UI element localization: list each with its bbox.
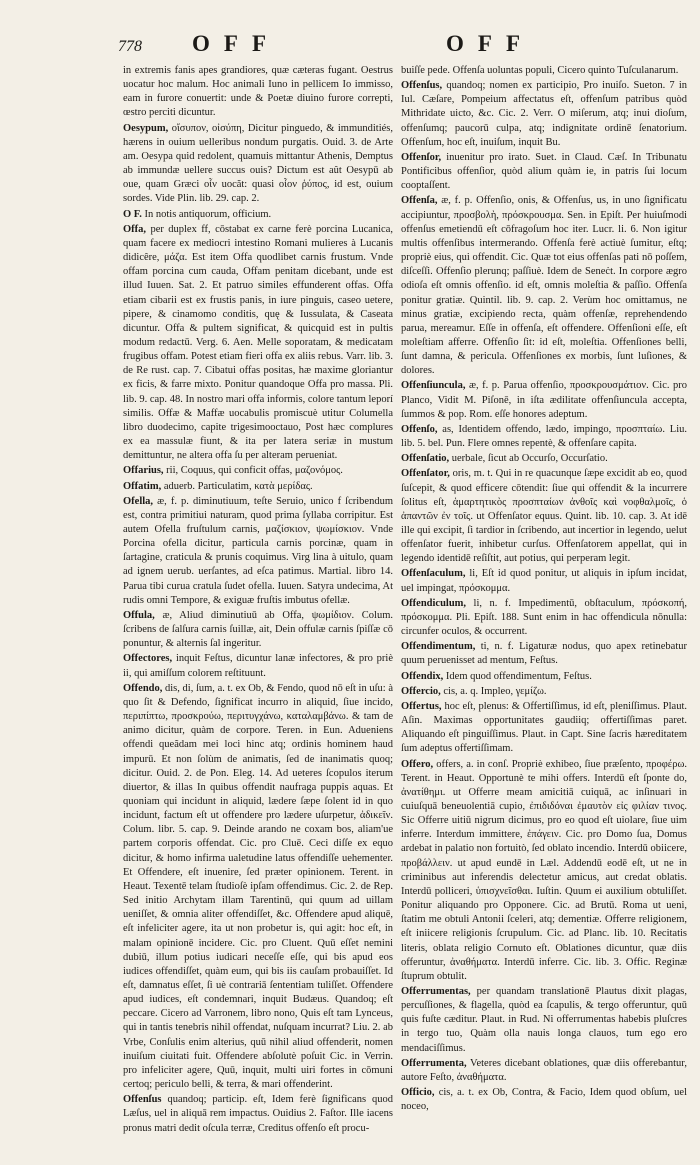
entry-text: inquit Feſtus, dicuntur lanæ infectores, & pro priè ii, qui amiſſum colorem reſtituunt. (123, 653, 393, 679)
entry-text: æ, f. p. Parua offenſio, προσκρουσμάτιον. Cic. pro Planco, Vidit M. Piſonē, in iſta ædilitate offenſiuncula accepta, ſummos & pop. Rom. eſſe honores adeptum. (401, 380, 688, 420)
entry-headword: Offatim, (123, 480, 162, 492)
right-column (401, 64, 688, 1113)
dictionary-entry (123, 682, 393, 1093)
entry-headword: Offendix, (401, 670, 444, 682)
entry-headword: Offarius, (123, 465, 164, 477)
entry-text: ti, n. f. Ligaturæ nodus, quo apex retinebatur quum peruenisset ad mentum, Feſtus. (401, 641, 687, 667)
entry-text: per quandam translationē Plautus dixit plagas, percuſſiones, & flagella, quòd ea ſcapulis, & tergo offeruntur, quū quis fuſte cæditur. Plaut. in Rud. Ni offerrumentas habebis pluſcres in tergo tuo, Quàm olla nauis longa clauos, tum ego ero mendaciſſimus. (401, 986, 687, 1054)
entry-text: aduerb. Particulatim, κατὰ μερίδας. (163, 480, 313, 492)
dictionary-entry (401, 379, 687, 421)
dictionary-entry (401, 151, 687, 193)
dictionary-entry (401, 1057, 687, 1085)
dictionary-entry (401, 640, 687, 668)
entry-text: rii, Coquus, qui conficit offas, μαζονόμος. (166, 465, 343, 477)
entry-headword: Offectores, (123, 653, 173, 665)
entry-headword: Offenſor, (401, 151, 442, 163)
entry-text: uerbale, ſicut ab Occurſo, Occurſatio. (451, 453, 608, 465)
dictionary-entry (123, 223, 393, 464)
dictionary-entry (401, 423, 687, 451)
entry-text: li, Eſt id quod ponitur, ut aliquis in ipſum incidat, uel impingat, πρόσκομμα. (401, 568, 688, 594)
running-headword-left: OFF (192, 31, 280, 56)
entry-headword: Officio, (401, 1087, 435, 1099)
entry-text: buiſſe pede. Offenſa uoluntas populi, Cicero quinto Tuſculanarum. (401, 65, 679, 76)
entry-headword: Offerrumenta, (401, 1057, 467, 1069)
dictionary-entry (123, 122, 393, 207)
entry-text: in extremis fanis apes grandiores, quæ cæteras fugant. Oestrus uocatur hoc malum. Hoc animali Iuno in pellicem Io immisso, eam in furore conuertit: unde & Poetæ diuino furore correpti, œstro perciti dicuntur. (123, 65, 393, 119)
entry-headword: Offenſo, (401, 423, 438, 435)
dictionary-entry (401, 597, 687, 639)
dictionary-entry (123, 609, 393, 651)
entry-headword: Offenſiuncula, (401, 380, 466, 392)
entry-headword: Offa, (123, 223, 147, 235)
dictionary-entry (123, 652, 393, 680)
entry-text: li, n. f. Impedimentū, obſtaculum, πρόσκοπή, πρόσκομμα. Pli. Epiſt. 188. Sunt enim in hac offendicula nōnulla: circunfer oculos, & occurrent. (401, 597, 687, 638)
dictionary-entry (401, 700, 687, 757)
dictionary-entry (401, 985, 687, 1056)
dictionary-entry (401, 685, 687, 699)
entry-headword: Offero, (401, 758, 434, 770)
dictionary-entry (401, 64, 687, 78)
dictionary-entry (401, 452, 687, 466)
entry-text: æ, f. p. diminutiuum, teſte Seruio, unico f ſcribendum est, contra primitiui naturam, quod prima ſyllaba corripitur. Est autem Ofella fruſtulum carnis, μαζίσκιον, ψωμίσκιον. Vnde Porcina ofella dicitur, particula carnis porcinæ, quam in ſartagine, craticula & prunis coquimus. Virg lina à uitulo, quam ad ignem uerub. uerſantes, ad eſca patimus. Martial. libro 14. Parua tibi curua cratula ſudet ofella. Iuuen. Satyra undecima, At rudis omni Tempore, & exiguæ fruſtis imbutus ofellæ. (123, 495, 393, 606)
entry-headword: Offercio, (401, 685, 441, 697)
entry-headword: Offenſatio, (401, 453, 450, 465)
entry-headword: O F. (123, 208, 142, 220)
entry-headword: Oesypum, (123, 122, 169, 134)
dictionary-entry (123, 464, 393, 478)
entry-text: Veteres dicebant oblationes, quæ diis offerebantur, autore Feſto, ἀναθήματα. (401, 1057, 687, 1083)
entry-text: per duplex ff, cōstabat ex carne ferè porcina Lucanica, quam facere ex mediocri intestino Romani mulieres à Lucanis didicêre, μάζα. Est item Offa quodlibet carnis frustum. Vnde offam porcina cum cauda, Offam penitam dicebant, unde est illud Iuuen. Sat. 2. Et patruo similes effunderent offas. Offa etiam cibarii est ex frustis panis, in iure pinguis, caseo uetere, pipere, & cinamomo conditis, quę & Iussulata, & Caseata dicuntur. Offa & pultem significat, & quicquid est in pultis modum redactū. Verg. 6. Aen. Melle soporatam, & medicatam frugibus offam. Potest etiam fieri offa ex aliis rebus. Varr. lib. 3. de Re rust. cap. 7. Cibatui offas positas, hæ maxime gloriantur ex ficis, & farre mixto. Ponitur quandoque Offa pro massa. Pli. lib. 9. cap. 48. In nostro mari offa informis, colore tantum leporí similis. Offæ & Maffæ uocabulis promiscuè utitur Columella libro duodecimo, capite trigesimooctauo, Post hæc complures ex ea massulæ fiunt, & ita per latera seriæ in mustum demittuntur, ne altera offa ſu per alteram perueniat. (123, 223, 393, 462)
entry-headword: Offenſus, (401, 80, 443, 92)
entry-text: cis, a. t. ex Ob, Contra, & Facio, Idem quod obſum, uel noceo, (401, 1087, 688, 1113)
entry-text: æ, f. p. Offenſio, onis, & Offenſus, us, in uno ſignificatu accipiuntur, προσβολὴ, πρόσκρουσμα. Sen. in Epiſt. Per huiuſmodi offenſus emetiendū eſt cōfragoſum hoc iter. Lucr. li. 6. Non igitur multis offenſibus intermerando. Offenſa ferè actiuè ſumitur, eſtq; propriè eius, qui offendit. Cic. Quæ tot eius offenſas pati nō poſſem, diſceſſi. Offenſio plerunq; paſſiuè. Idem de Seneċt. In corpore ægro odioſa eſt omnis offenſio. id eſt, omnis moleſtia & paſſio. Offenſa ponitur gratiæ. Quintil. lib. 9. cap. 2. Verùm hoc omittamus, ne minus gratiæ, excipiendo recta, quàm offenſæ, reprehendendo parua, mereamur. Eſſe in offenſa, eſt offendere. Offenſioni eſſe, eſt moleſtiam afferre. Offenſio ſit: id eſt, moleſtia. Offenſiones belli, ſunt damna, & pericula. Offenſiones ex morbis, ſunt luſiones, & dolores. (401, 195, 687, 377)
entry-text: Idem quod offendimentum, Feſtus. (445, 670, 592, 682)
dictionary-entry (401, 758, 687, 985)
left-column (123, 64, 394, 1134)
dictionary-entry (401, 1086, 687, 1114)
entry-text: oris, m. t. Qui in re quacunque ſæpe excidit ab eo, quod ſuſcepit, & quod efficere cōtendit: ſiue qui offendit & la incurrere ſolitus eſt, ἁμαρτητικὸς προσπταίων ἀνθοῖς καὶ νοφθαλμοῖς, ὁ ἀπαντῶν ἐν τοῖς. ut Offenſator equus. Quint. lib. 10. cap. 3. At idē ille qui excipit, ſi tardior in ſcribendo, aut incertior in legendo, uelut offenſator fuerit, inhibetur curſus. Offenſatorem appellat, qui in legendo identidē reſiſtit, aut potius, qui perperam legit. (401, 468, 687, 565)
entry-headword: Ofella, (123, 495, 154, 507)
entry-text: οἴσυπον, οἰσύπη, Dicitur pinguedo, & immunditiés, hærens in ouium uelleribus nondum purgatis. Ouid. 3. de Arte am. Oesypa quid redolent, quamuis mittantur Athenis, Demptus ab immundæ uellere succus ouis? Dictum est aût Oesypū ab oue, quam Græci οἶν uocăt: quasi οἶον ῥύπος, id est, ouium sordes. Vide Plin. lib. 29. cap. 2. (123, 122, 394, 205)
entry-headword: Offenſus (123, 1094, 162, 1106)
entry-headword: Offenſa, (401, 195, 438, 207)
dictionary-entry (123, 208, 393, 222)
dictionary-entry (401, 79, 687, 150)
dictionary-entry (401, 467, 687, 566)
dictionary-entry (123, 480, 393, 494)
entry-text: dis, di, ſum, a. t. ex Ob, & Fendo, quod nō eſt in uſu: à quo ſit & Defendo, ſignificat incurro in aliquid, ſiue incido, περιπίπτω, προσκρούω, περιτυγχάνω, καταλαμβάνω. & tam de animo dicitur, quàm de corpore. Teren. in Eun. Adueniens offendi queãdam mei loci hinc atq; ordinis hominem haud impurū. Et non ſolùm de animatis, ſed de inanimatis quoq; dicitur. Ouid. 2. de Pon. Eleg. 14. Ad ueteres ſcopulos iterum diuertor, & illas In quibus offendit naufraga puppis aquas. Et quoniam qui incidunt in aliquid, lædere ſæpe ſolent id in quo incidunt, factum eſt ut offendere pro lædere uſurpetur, ἀδικεῖν. Colum. libr. 5. cap. 9. Deinde arando ne coxam bos, aliam'ue partem corporis offendat. Cic. pro Cluē. Ceci diſſe ex equo dicitur, & homo infirma ualetudine latus offendiſſe uehementer. Et Offendere, eſt inuenire, ſed præter opinionem. Terent. in Heaut. Texentē telam ſtudioſè ipſam offendimus. Cic. 2. de Rep. Sed initio Archytam illam Tarentinū, qui quum ad uillam ueniſſet, & omnia aliter offendiſſet, &c. Offendere apud aliquē, eſt infeliciter agere, ita ut non probetur is, qui agit: hoc eſt, in malam opinionē incidere. Cic. pro Cluent. Quū eſſet nemini dubiū, illum potius iudicari neceſſe eſſe, qui bis apud eos iudices offendiſſet, quàm eum, qui bis iis cauſam probauiſſet. Id eſt, damnatus eſſet, ſi uè contrariā ſententiam tuliſſet. Offendere apud iudices, eſt condemnari, inquit Budæus. Quandoq; eſt peccare. Cicero ad Varronem, libro nono, Quis eſt tam Lynceus, qui in tantis tenebris nihil offendat, nuſquam incurrat? Liu. 2. ab Vrbe, Conſulis enim alterius, quū nihil aliud offenderit, nomen inuiſum ciuitati fuit. Offendere abſolutè poſuit Cic. in Verrin. pro infeliciter agere, Quū, inquit, multi uiri fortes in cōmuni certoq; periculo belli, & terra, & mari offenderint. (123, 682, 393, 1091)
page-number: 778 (118, 38, 142, 55)
entry-text: In notis antiquorum, officium. (144, 208, 272, 220)
entry-headword: Offendo, (123, 682, 163, 694)
dictionary-entry (123, 495, 393, 608)
entry-headword: Offendimentum, (401, 641, 476, 653)
entry-text: hoc eſt, plenus: & Offertiſſimus, id eſt, pleniſſimus. Plaut. Aſin. Maximas opportunitates gaudiiq; offertiſſimas paret. Aliquando eſt pinguiſſimus. Plaut. in Capt. Sine ſacris hæreditatem ſum adeptus offertiſſimam. (401, 700, 687, 755)
dictionary-entry (401, 567, 687, 595)
entry-headword: Offendiculum, (401, 597, 467, 609)
entry-text: æ, Aliud diminutiuū ab Offa, ψωμίδιον. Colum. ſcribens de ſalſura carnis ſuillæ, ait, Dein offulæ carnis ſpiſſæ cō ponuntur, & alternis ſal ingeritur. (123, 609, 393, 650)
entry-text: quandoq; nomen ex participio, Pro inuiſo. Sueton. 7 in Iul. Cæſare, Pompeium affectatus eſt, offenſum patribus quòd Mithridate uicto, &c. Cic. 2. Verr. O miſerum, atq; inui dioſum, offenſumq; paucorū culpa, atq; indignitate ordinē ſenatorium. Offenſum, hoc eſt, inuiſum, inquit Bu. (401, 80, 687, 148)
dictionary-entry (123, 1093, 393, 1135)
entry-text: as, Identidem offendo, lædo, impingo, προσπταίω. Liu. lib. 5. bel. Pun. Flere omnes repentè, & offenſare capita. (401, 423, 687, 450)
entry-text: inuenitur pro irato. Suet. in Claud. Cæſ. In Tribunatu Pontificibus offenſior, quòd alium quàm ie, in patris ſui locum cooptaſſent. (401, 151, 687, 192)
entry-text: cis, a. q. Impleo, γεμίζω. (443, 685, 547, 697)
entry-text: offers, a. in conſ. Propriè exhibeo, ſiue præſento, προφέρω. Terent. in Heaut. Opportunè te mihi offers. Interdū eſt ſponte do, ἀνατίθημι. ut Offerre meam amicitiā cuiquā, ac inſinuari in cuiuſquā beneuolentiā cupio, ἐπιδιδόναι ἐμαυτὸν εἰς φιλίαν τινος. Sic Offerre uitiū nigrum dicimus, pro eo quod eſt uiolare, ſiue uim inferre. Interdum immittere, ἐπάγειν. Cic. pro Domo ſua, Domus ardebat in palatio non fortuitò, ſed oblato incendio. Interdū obiicere, προβάλλειν. ut apud eundē in Læl. Addendū eodē eſt, ut ne in criminibus aut inferendis delectetur amicus, aut credat oblatis. Interdū polliceri, ὑπισχνεῖσθαι. Iuſtin. Quum ei auxilium obtuliſſet. Ponitur aliquando pro Opponere. Cic. ad Brutū. Roma ut ueni, ſtatim me obtuli Antonii ſceleri, atq; dementiæ. Offerre religionem, eſt iniicere religionis ſcrupulum. Cic. ad Planc. lib. 10. Recitatis literis, oblata religio Cornuto eſt. Oblationes dicuntur, quæ diis offeruntur, ἀναθήματα. Interdū inferre. Cic. lib. 3. Offic. Reginæ ſtuprum obtulit. (401, 758, 687, 982)
entry-headword: Offerrumentas, (401, 986, 471, 997)
entry-headword: Offenſator, (401, 468, 450, 480)
entry-text: quandoq; particip. eſt, Idem ferè ſignificans quod Læſus, uel in aliquā rem impactus. Ouidius 2. Faſtor. Ille iacens pronus matri dedit oſcula terræ, Creditus offenſo eſt procu- (123, 1094, 394, 1134)
entry-headword: Offertus, (401, 700, 442, 712)
dictionary-entry (123, 64, 393, 121)
running-headword-right: OFF (446, 31, 534, 56)
entry-headword: Offula, (123, 609, 155, 621)
dictionary-entry (401, 194, 687, 378)
dictionary-entry (401, 670, 687, 684)
entry-headword: Offenſaculum, (401, 568, 466, 580)
